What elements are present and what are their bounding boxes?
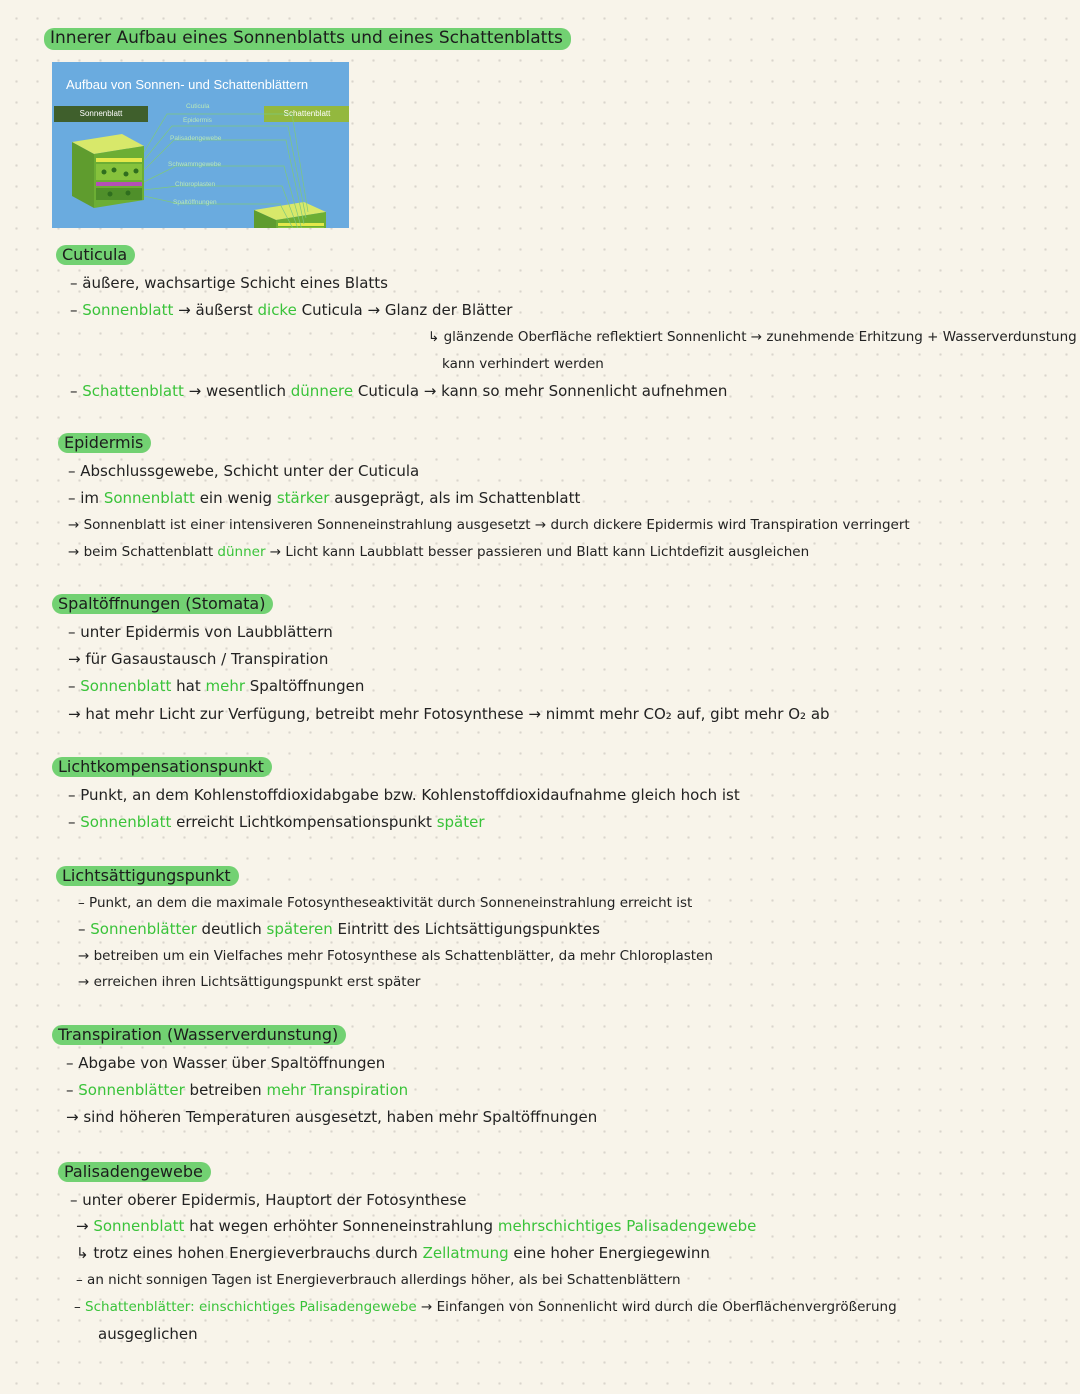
light-saturation-line-3: → betreiben um ein Vielfaches mehr Fotosynthese als Schattenblätter, da mehr Chloroplasten [78, 948, 713, 964]
sun-leaf-tag: Sonnenblatt [54, 106, 148, 122]
connector-lines [144, 114, 308, 228]
shade-leaf-tag: Schattenblatt [264, 106, 349, 122]
cuticula-line-5: – Schattenblatt → wesentlich dünnere Cuticula → kann so mehr Sonnenlicht aufnehmen [70, 382, 728, 400]
light-saturation-line-4: → erreichen ihren Lichtsättigungspunkt erst später [78, 974, 421, 990]
section-heading-cuticula: Cuticula [56, 245, 135, 265]
cuticula-line-2: – Sonnenblatt → äußerst dicke Cuticula → Glanz der Blätter [70, 301, 513, 319]
stomata-line-3: – Sonnenblatt hat mehr Spaltöffnungen [68, 677, 365, 695]
section-heading-epidermis: Epidermis [58, 433, 151, 453]
palisade-line-1: – unter oberer Epidermis, Hauptort der Fotosynthese [70, 1191, 467, 1209]
cuticula-line-4: kann verhindert werden [442, 356, 604, 372]
sun-leaf-block [72, 134, 144, 208]
light-saturation-line-2: – Sonnenblätter deutlich späteren Eintritt des Lichtsättigungspunktes [78, 920, 600, 938]
leaf-structure-diagram [52, 62, 349, 228]
transpiration-line-2: – Sonnenblätter betreiben mehr Transpiration [66, 1081, 409, 1099]
section-heading-stomata: Spaltöffnungen (Stomata) [52, 594, 273, 614]
diagram-layer-cuticula: Cuticula [186, 103, 210, 110]
diagram-layer-stomata: Spaltöffnungen [173, 199, 217, 206]
diagram-layer-palisade: Palisadengewebe [170, 135, 222, 142]
palisade-line-5: – Schattenblätter: einschichtiges Palisadengewebe → Einfangen von Sonnenlicht wird durch die Oberflächenvergrößerung [74, 1299, 897, 1315]
palisade-line-2: → Sonnenblatt hat wegen erhöhter Sonneneinstrahlung mehrschichtiges Palisadengewebe [76, 1217, 757, 1235]
diagram-layer-epidermis: Epidermis [183, 117, 212, 124]
cuticula-line-1: – äußere, wachsartige Schicht eines Blatts [70, 274, 388, 292]
transpiration-line-3: → sind höheren Temperaturen ausgesetzt, haben mehr Spaltöffnungen [66, 1108, 598, 1126]
epidermis-line-2: – im Sonnenblatt ein wenig stärker ausgeprägt, als im Schattenblatt [68, 489, 581, 507]
palisade-line-3: ↳ trotz eines hohen Energieverbrauchs durch Zellatmung eine hoher Energiegewinn [76, 1244, 710, 1262]
stomata-line-4: → hat mehr Licht zur Verfügung, betreibt mehr Fotosynthese → nimmt mehr CO₂ auf, gibt mehr O₂ ab [68, 705, 830, 723]
shade-leaf-block [254, 202, 326, 228]
section-heading-light-saturation: Lichtsättigungspunkt [56, 866, 239, 886]
light-compensation-line-1: – Punkt, an dem Kohlenstoffdioxidabgabe bzw. Kohlenstoffdioxidaufnahme gleich hoch ist [68, 786, 740, 804]
epidermis-line-4: → beim Schattenblatt dünner → Licht kann Laubblatt besser passieren und Blatt kann Lichtdefizit ausgleichen [68, 544, 810, 560]
cuticula-line-3: ↳ glänzende Oberfläche reflektiert Sonnenlicht → zunehmende Erhitzung + Wasserverdunstung [428, 329, 1077, 345]
transpiration-line-1: – Abgabe von Wasser über Spaltöffnungen [66, 1054, 386, 1072]
light-compensation-line-2: – Sonnenblatt erreicht Lichtkompensationspunkt später [68, 813, 485, 831]
light-saturation-line-1: – Punkt, an dem die maximale Fotosyntheseaktivität durch Sonneneinstrahlung erreicht ist [78, 895, 693, 911]
stomata-line-2: → für Gasaustausch / Transpiration [68, 650, 329, 668]
palisade-line-4: – an nicht sonnigen Tagen ist Energieverbrauch allerdings höher, als bei Schattenblättern [76, 1272, 681, 1288]
palisade-line-6: ausgeglichen [98, 1325, 198, 1343]
page-title: Innerer Aufbau eines Sonnenblatts und eines Schattenblatts [44, 28, 571, 50]
section-heading-palisade: Palisadengewebe [58, 1162, 211, 1182]
epidermis-line-1: – Abschlussgewebe, Schicht unter der Cuticula [68, 462, 420, 480]
section-heading-transpiration: Transpiration (Wasserverdunstung) [52, 1025, 346, 1045]
stomata-line-1: – unter Epidermis von Laubblättern [68, 623, 333, 641]
diagram-layer-spongy: Schwammgewebe [168, 161, 222, 168]
section-heading-light-compensation: Lichtkompensationspunkt [52, 757, 272, 777]
diagram-layer-chloroplasts: Chloroplasten [175, 181, 216, 188]
diagram-title: Aufbau von Sonnen- und Schattenblättern [66, 77, 309, 92]
epidermis-line-3: → Sonnenblatt ist einer intensiveren Sonneneinstrahlung ausgesetzt → durch dickere Epidermis wird Transpiration verringert [68, 517, 910, 533]
